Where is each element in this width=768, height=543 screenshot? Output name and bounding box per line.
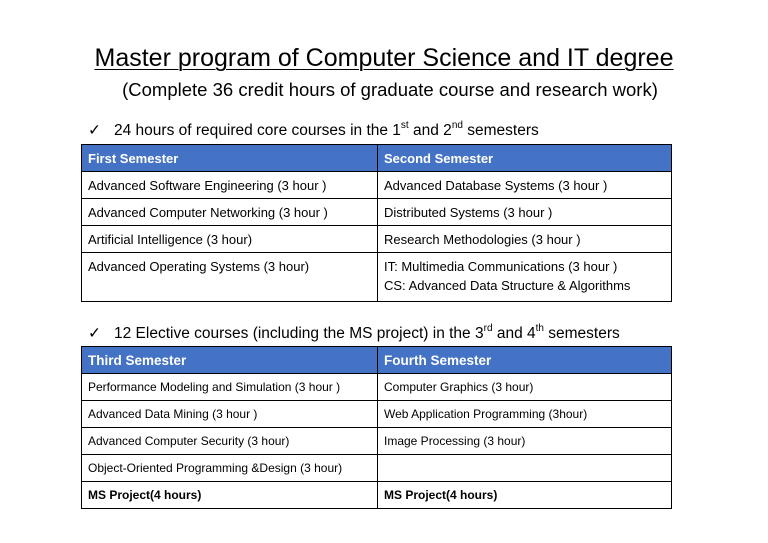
table-row bbox=[82, 226, 672, 253]
table-row bbox=[82, 401, 672, 428]
table-row bbox=[82, 428, 672, 455]
table-cell bbox=[378, 253, 672, 302]
column-header-third-semester: Third Semester bbox=[82, 347, 378, 374]
table-header-row bbox=[82, 347, 672, 374]
table-cell: Advanced Computer Networking (3 hour ) bbox=[82, 199, 378, 226]
heading-superscript: th bbox=[535, 322, 544, 334]
cell-line: IT: Multimedia Communications (3 hour ) bbox=[384, 259, 618, 274]
table-cell: Computer Graphics (3 hour) bbox=[378, 374, 672, 401]
elective-courses-heading bbox=[88, 324, 620, 343]
core-courses-table bbox=[81, 144, 672, 302]
table-row bbox=[82, 482, 672, 509]
table-row bbox=[82, 172, 672, 199]
table-cell: Image Processing (3 hour) bbox=[378, 428, 672, 455]
checkmark-icon: ✓ bbox=[88, 325, 101, 342]
table-row bbox=[82, 253, 672, 302]
table-cell: Advanced Data Mining (3 hour ) bbox=[82, 401, 378, 428]
table-row bbox=[82, 455, 672, 482]
core-courses-heading bbox=[88, 121, 539, 140]
table-cell bbox=[378, 455, 672, 482]
table-cell bbox=[82, 253, 378, 302]
table-header-row bbox=[82, 145, 672, 172]
heading-text: 24 hours of required core courses in the 1 bbox=[114, 122, 401, 139]
cell-line: CS: Advanced Data Structure & Algorithms bbox=[384, 278, 631, 293]
table-cell: Artificial Intelligence (3 hour) bbox=[82, 226, 378, 253]
heading-text: semesters bbox=[462, 122, 539, 139]
table-cell: MS Project(4 hours) bbox=[378, 482, 672, 509]
heading-text: and 4 bbox=[492, 325, 536, 342]
heading-text: and 2 bbox=[408, 122, 452, 139]
heading-text: semesters bbox=[543, 325, 620, 342]
table-cell: Advanced Computer Security (3 hour) bbox=[82, 428, 378, 455]
table-cell: Web Application Programming (3hour) bbox=[378, 401, 672, 428]
checkmark-icon: ✓ bbox=[88, 122, 101, 139]
table-cell: Distributed Systems (3 hour ) bbox=[378, 199, 672, 226]
heading-superscript: rd bbox=[483, 322, 493, 334]
table-cell: MS Project(4 hours) bbox=[82, 482, 378, 509]
table-cell: Advanced Software Engineering (3 hour ) bbox=[82, 172, 378, 199]
column-header-first-semester: First Semester bbox=[82, 145, 378, 172]
table-row bbox=[82, 199, 672, 226]
heading-superscript: nd bbox=[451, 119, 463, 131]
heading-text: 12 Elective courses (including the MS project) in the 3 bbox=[114, 325, 484, 342]
column-header-second-semester: Second Semester bbox=[378, 145, 672, 172]
column-header-fourth-semester: Fourth Semester bbox=[378, 347, 672, 374]
page-title: Master program of Computer Science and IT degree bbox=[94, 44, 674, 72]
table-cell: Advanced Database Systems (3 hour ) bbox=[378, 172, 672, 199]
table-row bbox=[82, 374, 672, 401]
page-subtitle: (Complete 36 credit hours of graduate course and research work) bbox=[122, 79, 658, 100]
table-cell: Object-Oriented Programming &Design (3 hour) bbox=[82, 455, 378, 482]
heading-superscript: st bbox=[400, 119, 409, 131]
table-cell: Research Methodologies (3 hour ) bbox=[378, 226, 672, 253]
table-cell: Performance Modeling and Simulation (3 hour ) bbox=[82, 374, 378, 401]
cell-line: Advanced Operating Systems (3 hour) bbox=[88, 259, 310, 274]
elective-courses-table bbox=[81, 346, 672, 509]
